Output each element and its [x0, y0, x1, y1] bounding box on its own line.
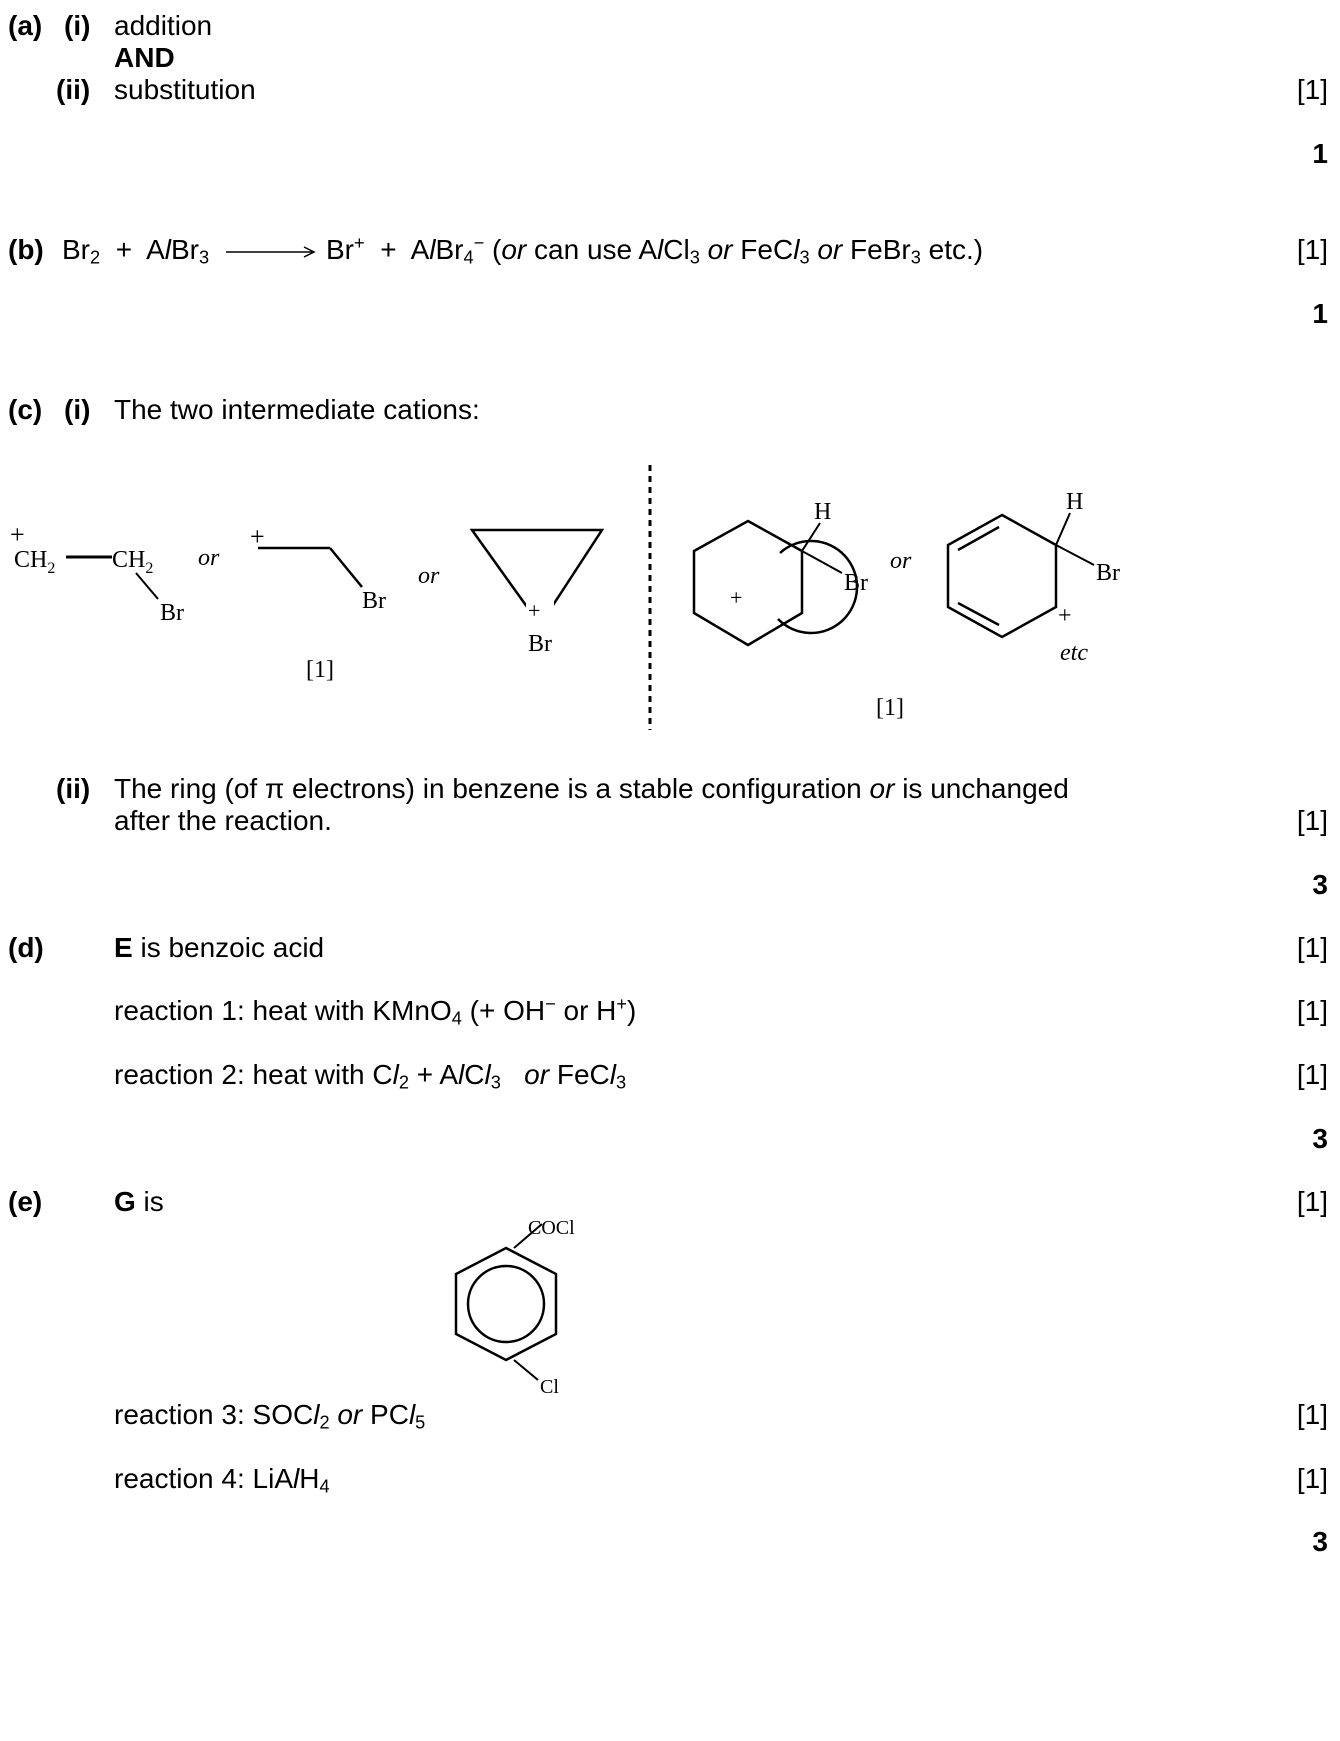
ch2-left: $CH_2$ — [14, 547, 56, 577]
part-a-i-text: addition — [114, 10, 213, 41]
reaction-arrow — [226, 244, 318, 260]
part-e-mark-1: [1] — [1296, 1186, 1328, 1217]
part-c-ii-text-1: The ring (of π electrons) in benzene is a stable configuration or is unchanged — [114, 773, 1069, 804]
part-d-mark-2: [1] — [1296, 995, 1328, 1026]
etc-label: etc — [1060, 640, 1088, 666]
part-e-total: 3 — [1312, 1526, 1328, 1557]
part-d-reaction-1: reaction 1: heat with KMnO$_4$ (+ OH− or H+) — [114, 994, 637, 1029]
cocl-label: COCl — [528, 1217, 575, 1239]
part-e-label: (e) — [8, 1186, 43, 1217]
plus-charge: + — [10, 520, 25, 549]
part-d-reaction-2: reaction 2: heat with $Cl_2$ + AlCl$_3$ or FeCl$_3$ — [114, 1059, 627, 1093]
plus-charge: + — [730, 585, 743, 610]
part-d-e-text: E is benzoic acid — [114, 932, 325, 963]
br-label: Br — [362, 588, 386, 614]
part-e-reaction-4: reaction 4: LiAlH$_4$ — [114, 1463, 330, 1497]
part-b-label: (b) — [8, 234, 44, 265]
h-label: H — [814, 499, 832, 525]
br-label: Br — [528, 631, 552, 657]
cation-structures — [0, 455, 1340, 735]
part-d-mark-3: [1] — [1296, 1059, 1328, 1090]
part-b-mark: [1] — [1296, 234, 1328, 265]
part-a-i-label: (i) — [64, 10, 91, 41]
ch2-right: $CH_2$ — [112, 547, 154, 577]
part-a-and: AND — [114, 42, 175, 73]
h-label: H — [1066, 489, 1084, 515]
cl-label: Cl — [540, 1376, 559, 1398]
plus-charge: + — [250, 522, 265, 551]
chlorobenzoyl-chloride-structure — [420, 1210, 620, 1400]
part-e-reaction-3: reaction 3: SOCl$_2$ or PCl$_5$ — [114, 1399, 426, 1433]
part-d-total: 3 — [1312, 1123, 1328, 1154]
part-b-products: Br+ + AlBr$_4$− (or can use AlCl$_3$ or FeCl$_3$ or FeBr$_3$ etc.) — [326, 233, 984, 268]
br-label: Br — [844, 570, 868, 596]
part-a-label: (a) — [8, 10, 43, 41]
br-label: Br — [160, 600, 184, 626]
primary-carbocation-structure — [10, 520, 184, 626]
or-1: or — [198, 545, 220, 571]
part-a-total: 1 — [1312, 138, 1328, 169]
part-c-total: 3 — [1312, 869, 1328, 900]
part-b-equation: $Br_2$ + AlBr$_3$ — [62, 234, 210, 268]
mark-right: [1] — [876, 695, 904, 721]
bromonium-ion-structure — [472, 530, 602, 657]
or-2: or — [418, 563, 440, 589]
or-3: or — [890, 548, 912, 574]
plus-charge: + — [1058, 603, 1072, 629]
part-b-total: 1 — [1312, 298, 1328, 329]
plus-charge: + — [528, 598, 541, 623]
part-e-mark-2: [1] — [1296, 1399, 1328, 1430]
arenium-ion-kekule-structure — [948, 489, 1120, 666]
part-c-i-label: (i) — [64, 394, 91, 425]
part-c-ii-label: (ii) — [56, 773, 91, 804]
part-d-label: (d) — [8, 932, 44, 963]
part-d-mark-1: [1] — [1296, 932, 1328, 963]
skeletal-carbocation-structure — [250, 522, 386, 614]
part-a-mark: [1] — [1296, 74, 1328, 105]
part-e-g-text: G is — [114, 1186, 164, 1217]
part-c-ii-text-2: after the reaction. — [114, 805, 332, 836]
mark-left: [1] — [306, 657, 334, 683]
br-label: Br — [1096, 560, 1120, 586]
arenium-ion-delocalised-structure — [694, 499, 868, 645]
part-c-label: (c) — [8, 394, 43, 425]
part-e-mark-3: [1] — [1296, 1463, 1328, 1494]
part-c-i-text: The two intermediate cations: — [114, 394, 480, 425]
part-a-ii-label: (ii) — [56, 74, 91, 105]
part-a-ii-text: substitution — [114, 74, 256, 105]
part-c-mark: [1] — [1296, 805, 1328, 836]
